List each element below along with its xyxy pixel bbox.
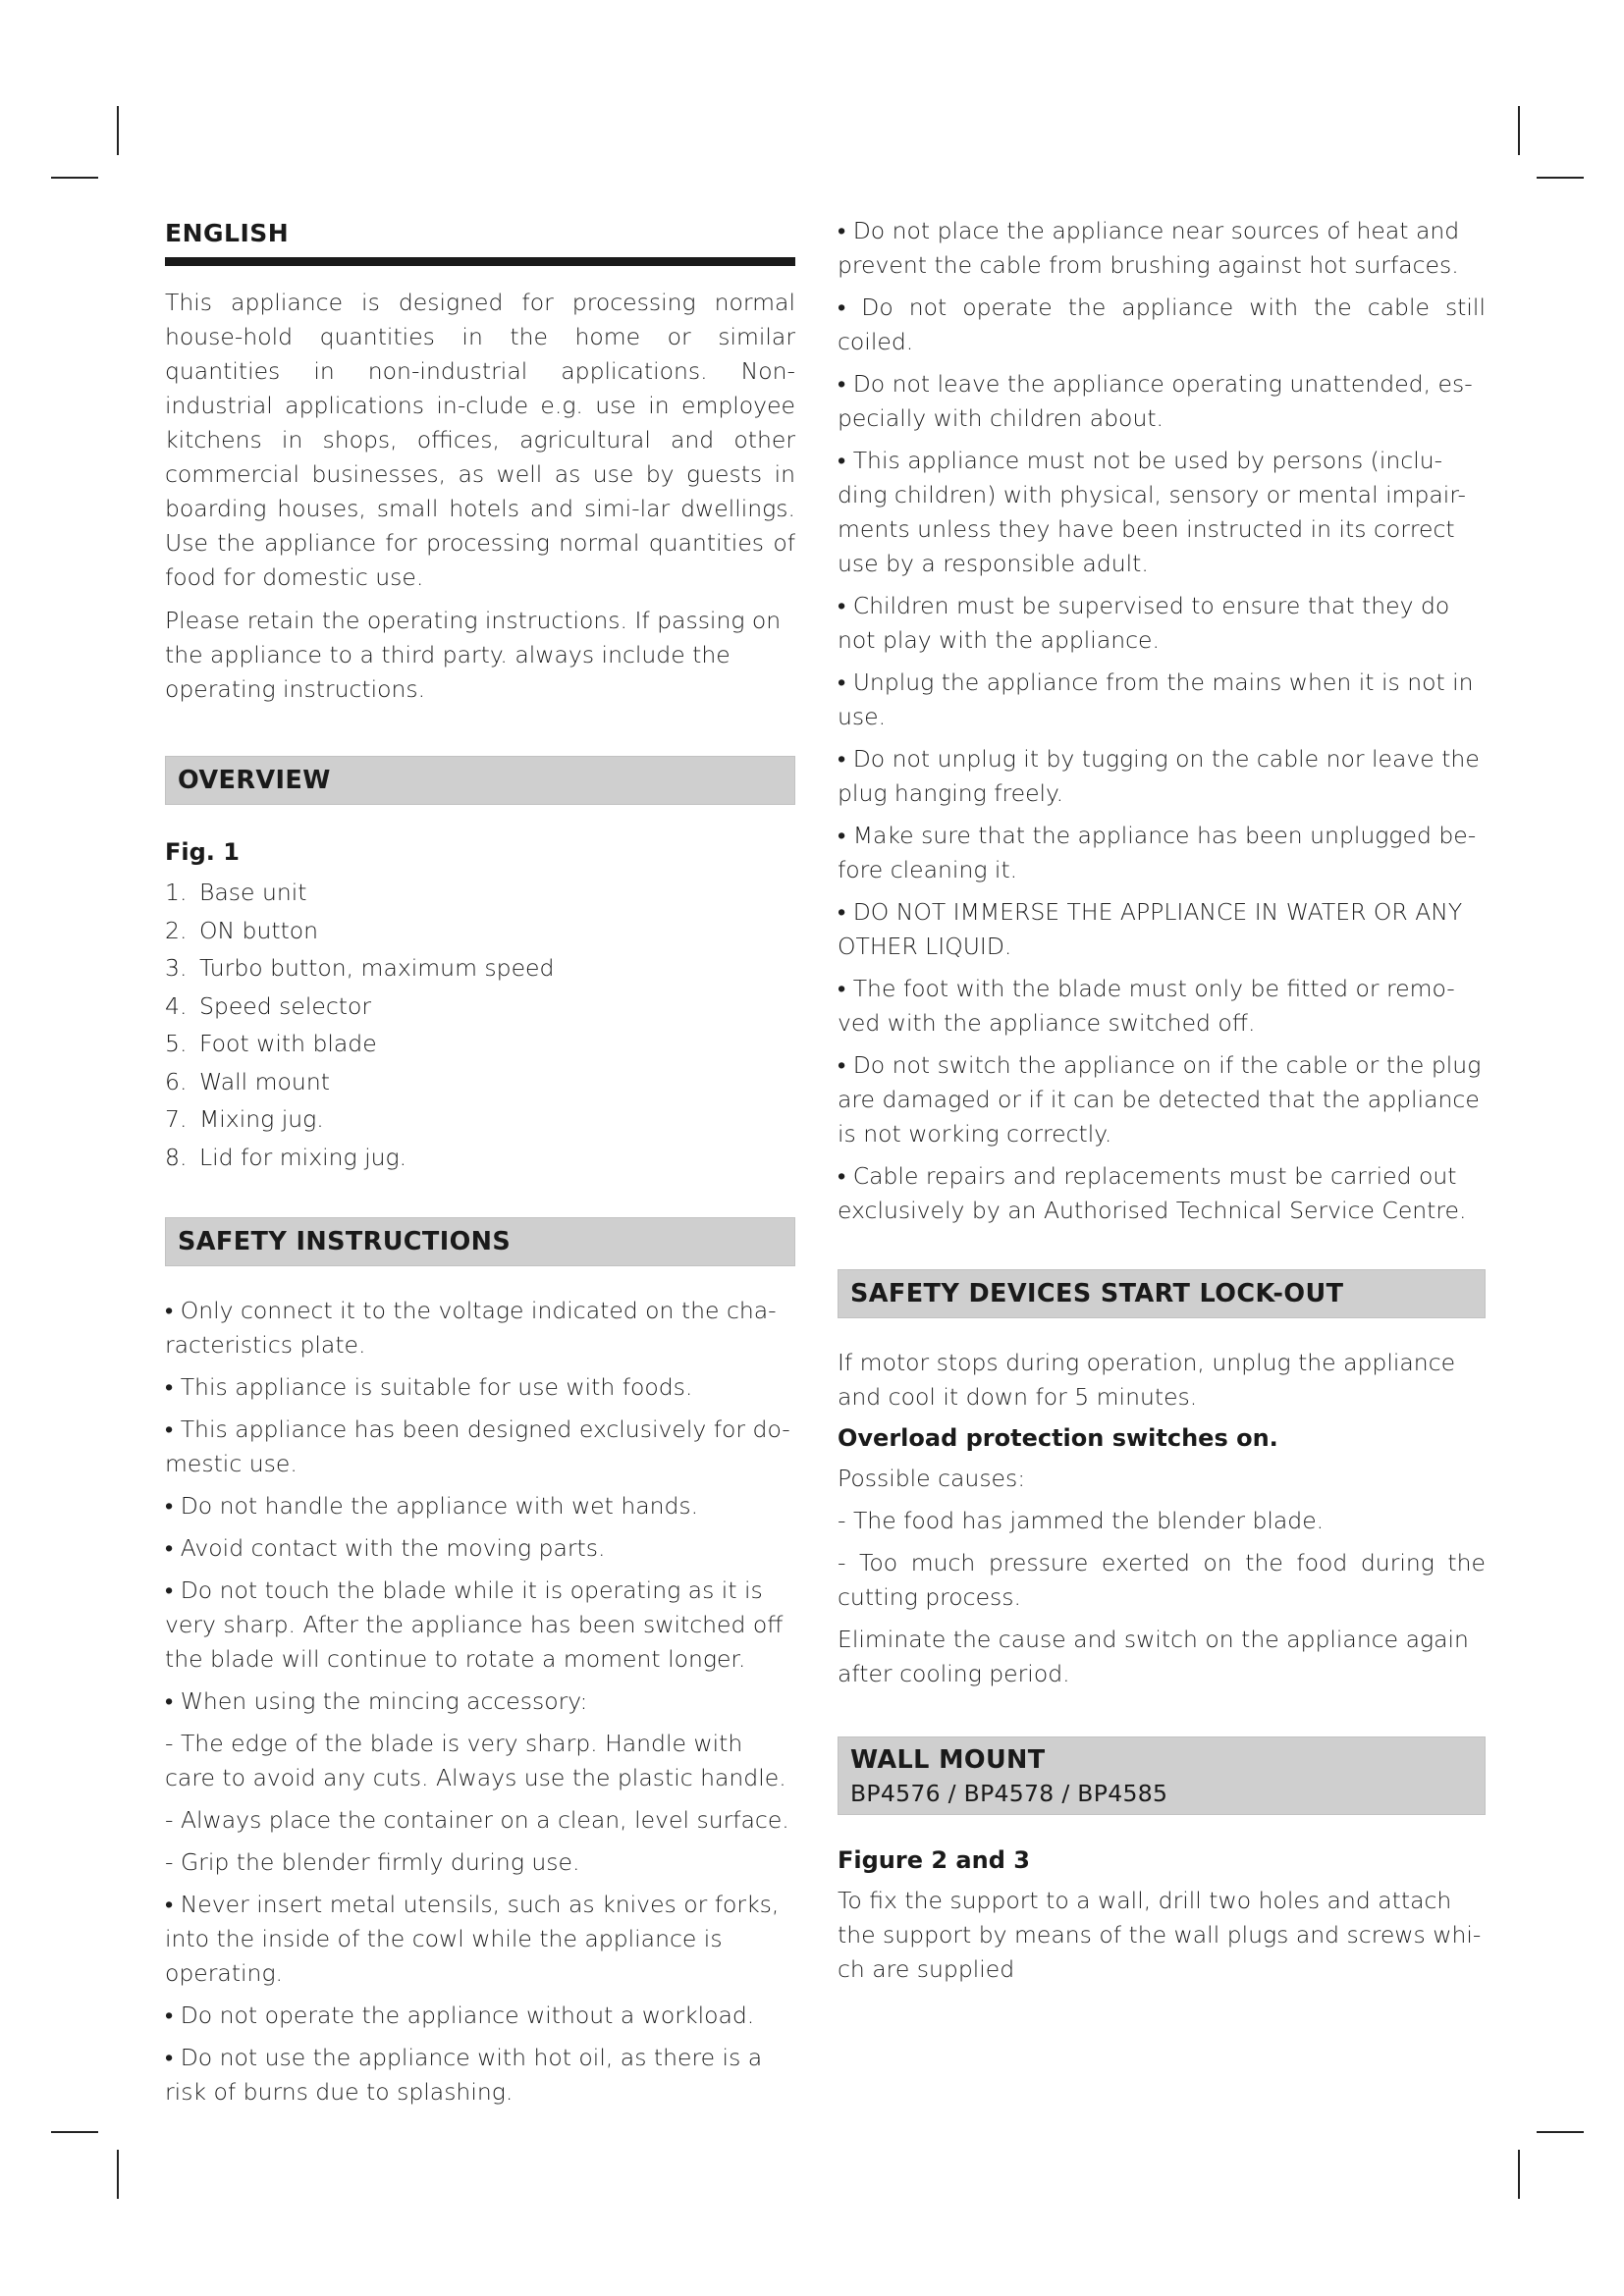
crop-mark-bottom-left-v — [117, 2150, 119, 2199]
remedy-paragraph: Eliminate the cause and switch on the appliance again after cooling period. — [838, 1626, 1469, 1687]
lockout-heading: SAFETY DEVICES START LOCK-OUT — [838, 1269, 1486, 1318]
retain-instructions-paragraph: Please retain the operating instructions. If passing on the appliance to a third party. always include the operating instructions. — [165, 607, 782, 703]
language-rule — [165, 257, 795, 266]
left-column — [165, 214, 795, 2109]
wall-mount-figure-label: Figure 2 and 3 — [838, 1846, 1030, 1874]
causes-label: Possible causes: — [838, 1465, 1026, 1492]
safety-item: - The edge of the blade is very sharp. Handle with care to avoid any cuts. Always use the plastic handle. — [165, 1730, 786, 1791]
safety-item: - Grip the blender firmly during use. — [165, 1848, 580, 1876]
list-item: 7. Mixing jug. — [165, 1105, 324, 1133]
safety-item: • Do not place the appliance near sources of heat and prevent the cable from brushing against hot surfaces. — [838, 217, 1460, 279]
safety-item: • Make sure that the appliance has been unplugged be-fore cleaning it. — [838, 822, 1477, 883]
wall-mount-heading: WALL MOUNT — [850, 1745, 1046, 1775]
safety-item: • Do not handle the appliance with wet hands. — [165, 1492, 699, 1520]
crop-mark-bottom-left-h — [51, 2131, 98, 2133]
safety-item: • Unplug the appliance from the mains when it is not in use. — [838, 668, 1474, 730]
list-item: 4. Speed selector — [165, 991, 371, 1020]
wall-mount-text: To fix the support to a wall, drill two holes and attach the support by means of the wall plugs and screws whi-ch are supplied — [838, 1887, 1482, 1983]
safety-instructions-list — [165, 1294, 795, 2109]
wall-mount-heading-box — [838, 1736, 1486, 1815]
safety-item: • This appliance has been designed exclusively for do-mestic use. — [165, 1415, 790, 1477]
list-item: 1. Base unit — [165, 879, 307, 906]
crop-mark-top-left-h — [51, 177, 98, 179]
safety-item: • Do not operate the appliance without a workload. — [165, 2002, 755, 2029]
safety-item: - Always place the container on a clean, level surface. — [165, 1806, 789, 1834]
safety-item: • Do not operate the appliance with the cable still coiled. — [838, 294, 1486, 355]
safety-item: • Only connect it to the voltage indicated on the cha-racteristics plate. — [165, 1297, 777, 1359]
cause-item: - The food has jammed the blender blade. — [838, 1507, 1325, 1534]
crop-mark-bottom-right-v — [1518, 2150, 1520, 2199]
safety-item: • Do not switch the appliance on if the cable or the plug are damaged or if it can be detected that the appliance is not working correctly. — [838, 1051, 1482, 1148]
crop-mark-top-left-v — [117, 106, 119, 155]
right-column — [838, 214, 1486, 1987]
safety-item: • Do not use the appliance with hot oil, as there is a risk of burns due to splashing. — [165, 2044, 763, 2106]
crop-mark-top-right-h — [1537, 177, 1584, 179]
list-item: 5. Foot with blade — [165, 1030, 377, 1057]
overview-heading: OVERVIEW — [165, 756, 795, 805]
cause-item: - Too much pressure exerted on the food during the cutting process. — [838, 1549, 1486, 1611]
lockout-intro: If motor stops during operation, unplug the appliance and cool it down for 5 minutes. — [838, 1349, 1456, 1411]
safety-item: • When using the mincing accessory: — [165, 1687, 588, 1715]
safety-item: • The foot with the blade must only be fitted or remo-ved with the appliance switched off. — [838, 975, 1455, 1037]
safety-item: • DO NOT IMMERSE THE APPLIANCE IN WATER OR ANY OTHER LIQUID. — [838, 898, 1463, 960]
safety-item: • Cable repairs and replacements must be carried out exclusively by an Authorised Technical Service Centre. — [838, 1162, 1467, 1224]
crop-mark-top-right-v — [1518, 106, 1520, 155]
safety-item: • Do not leave the appliance operating unattended, es-pecially with children about. — [838, 370, 1473, 432]
safety-item: • Do not touch the blade while it is operating as it is very sharp. After the appliance has been switched off the blade will continue to rotate a moment longer. — [165, 1576, 784, 1673]
safety-instructions-heading: SAFETY INSTRUCTIONS — [165, 1217, 795, 1266]
overview-figure-label: Fig. 1 — [165, 838, 240, 866]
list-item: 2. ON button — [165, 916, 319, 944]
safety-item: • This appliance is suitable for use with foods. — [165, 1373, 693, 1401]
list-item: 3. Turbo button, maximum speed — [165, 954, 555, 982]
safety-item: • Do not unplug it by tugging on the cable nor leave the plug hanging freely. — [838, 745, 1480, 807]
crop-mark-bottom-right-h — [1537, 2131, 1584, 2133]
wall-mount-models: BP4576 / BP4578 / BP4585 — [850, 1780, 1168, 1807]
list-item: 6. Wall mount — [165, 1067, 330, 1095]
safety-item: • Never insert metal utensils, such as knives or forks, into the inside of the cowl while the appliance is operating. — [165, 1891, 780, 1987]
safety-item: • This appliance must not be used by persons (inclu-ding children) with physical, sensory or mental impair-ments unless they have been instructed in its correct use by a responsible adult. — [838, 447, 1466, 577]
overview-list — [165, 874, 795, 1176]
language-heading: ENGLISH — [165, 219, 290, 247]
safety-item: • Avoid contact with the moving parts. — [165, 1534, 606, 1562]
overload-heading: Overload protection switches on. — [838, 1424, 1278, 1452]
list-item: 8. Lid for mixing jug. — [165, 1143, 407, 1171]
intro-paragraph: This appliance is designed for processing normal house-hold quantities in the home or similar quantities in non-industrial applications. Non-industrial applications in-clude e.g. use in employee kitchens in shops, offices, agricultural and other commercial businesses, as well as use by guests in boarding houses, small hotels and simi-lar dwellings. Use the appliance for processing normal quantities of food for domestic use. — [165, 289, 795, 591]
safety-continued-list — [838, 214, 1486, 1228]
safety-item: • Children must be supervised to ensure that they do not play with the appliance. — [838, 592, 1450, 654]
